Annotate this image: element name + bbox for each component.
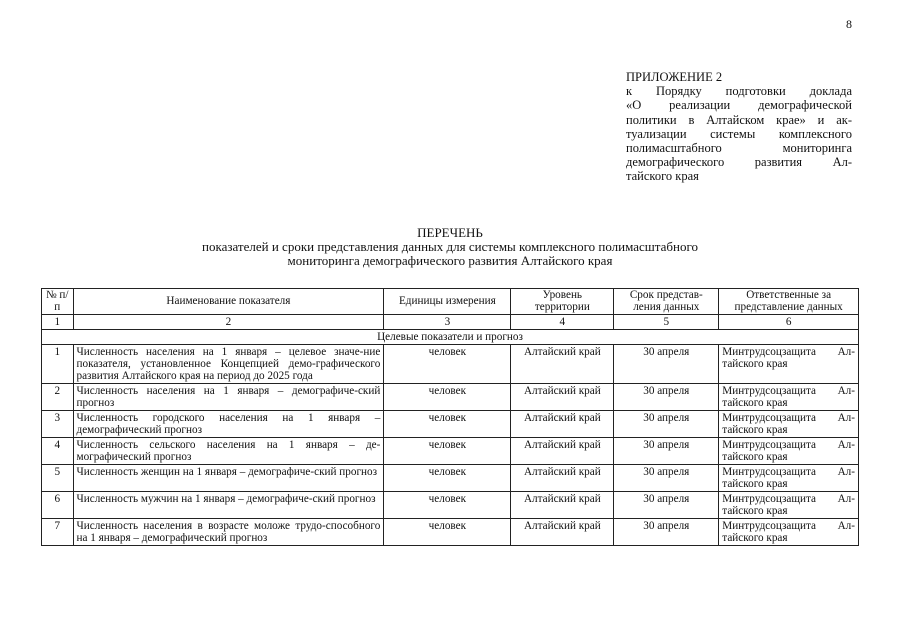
- responsible-body: Минтрудсоцзащита Ал-тайского края: [719, 411, 859, 438]
- submission-deadline: 30 апреля: [614, 492, 719, 519]
- document-title: ПЕРЕЧЕНЬ: [417, 225, 483, 240]
- column-number: 1: [42, 315, 74, 330]
- appendix-line: туализации системы комплексного: [626, 126, 852, 141]
- appendix-line: тайского края: [626, 169, 699, 184]
- row-number: 7: [42, 519, 74, 546]
- header-responsible: Ответственные за представление данных: [719, 289, 859, 315]
- territory-level: Алтайский край: [511, 519, 614, 546]
- territory-level: Алтайский край: [511, 492, 614, 519]
- indicator-name: Численность городского населения на 1 января – демографический прогноз: [73, 411, 384, 438]
- table-row: [42, 411, 859, 438]
- column-number: 6: [719, 315, 859, 330]
- responsible-body: Минтрудсоцзащита Ал-тайского края: [719, 519, 859, 546]
- column-number: 4: [511, 315, 614, 330]
- table-row: [42, 492, 859, 519]
- column-number-row: [42, 315, 859, 330]
- territory-level: Алтайский край: [511, 384, 614, 411]
- row-number: 2: [42, 384, 74, 411]
- appendix-title: ПРИЛОЖЕНИЕ 2: [626, 70, 723, 84]
- page-number: 8: [846, 17, 852, 31]
- territory-level: Алтайский край: [511, 438, 614, 465]
- unit-of-measure: человек: [384, 465, 511, 492]
- header-term: Срок представ-ления данных: [614, 289, 719, 315]
- header-unit: Единицы измерения: [384, 289, 511, 315]
- territory-level: Алтайский край: [511, 465, 614, 492]
- header-territory: Уровень территории: [511, 289, 614, 315]
- unit-of-measure: человек: [384, 492, 511, 519]
- table-row: [42, 465, 859, 492]
- appendix-line: к Порядку подготовки доклада: [626, 84, 852, 99]
- table-header-row: [42, 289, 859, 315]
- responsible-body: Минтрудсоцзащита Ал-тайского края: [719, 492, 859, 519]
- appendix-line: политики в Алтайском крае» и ак-: [626, 112, 852, 127]
- submission-deadline: 30 апреля: [614, 345, 719, 384]
- submission-deadline: 30 апреля: [614, 438, 719, 465]
- territory-level: Алтайский край: [511, 411, 614, 438]
- appendix-line: полимасштабного мониторинга: [626, 141, 852, 156]
- header-name: Наименование показателя: [73, 289, 384, 315]
- unit-of-measure: человек: [384, 384, 511, 411]
- table-row: [42, 519, 859, 546]
- document-title-block: [120, 226, 780, 268]
- row-number: 6: [42, 492, 74, 519]
- responsible-body: Минтрудсоцзащита Ал-тайского края: [719, 438, 859, 465]
- table-row: [42, 438, 859, 465]
- appendix-block: [626, 70, 852, 184]
- territory-level: Алтайский край: [511, 345, 614, 384]
- row-number: 4: [42, 438, 74, 465]
- indicator-name: Численность женщин на 1 января – демографиче-ский прогноз: [73, 465, 384, 492]
- submission-deadline: 30 апреля: [614, 411, 719, 438]
- table-row: [42, 384, 859, 411]
- document-subtitle: мониторинга демографического развития Алтайского края: [287, 253, 613, 268]
- row-number: 3: [42, 411, 74, 438]
- row-number: 5: [42, 465, 74, 492]
- indicator-name: Численность населения на 1 января – целевое значе-ние показателя, установленное Концепцией демо-графического развития Алтайского края на период до 2025 года: [73, 345, 384, 384]
- indicator-name: Численность сельского населения на 1 января – де-мографический прогноз: [73, 438, 384, 465]
- responsible-body: Минтрудсоцзащита Ал-тайского края: [719, 345, 859, 384]
- table-row: [42, 345, 859, 384]
- unit-of-measure: человек: [384, 519, 511, 546]
- responsible-body: Минтрудсоцзащита Ал-тайского края: [719, 384, 859, 411]
- appendix-line: «О реализации демографической: [626, 98, 852, 113]
- column-number: 3: [384, 315, 511, 330]
- submission-deadline: 30 апреля: [614, 519, 719, 546]
- section-row: [42, 330, 859, 345]
- column-number: 2: [73, 315, 384, 330]
- indicator-name: Численность мужчин на 1 января – демографиче-ский прогноз: [73, 492, 384, 519]
- appendix-line: демографического развития Ал-: [626, 155, 852, 170]
- section-title: Целевые показатели и прогноз: [42, 330, 859, 345]
- indicators-table: [41, 288, 859, 546]
- indicator-name: Численность населения на 1 января – демографиче-ский прогноз: [73, 384, 384, 411]
- unit-of-measure: человек: [384, 345, 511, 384]
- document-subtitle: показателей и сроки представления данных для системы комплексного полимасштабного: [202, 239, 698, 254]
- column-number: 5: [614, 315, 719, 330]
- submission-deadline: 30 апреля: [614, 465, 719, 492]
- indicator-name: Численность населения в возрасте моложе трудо-способного на 1 января – демографический прогноз: [73, 519, 384, 546]
- unit-of-measure: человек: [384, 411, 511, 438]
- submission-deadline: 30 апреля: [614, 384, 719, 411]
- unit-of-measure: человек: [384, 438, 511, 465]
- row-number: 1: [42, 345, 74, 384]
- header-no: № п/п: [42, 289, 74, 315]
- responsible-body: Минтрудсоцзащита Ал-тайского края: [719, 465, 859, 492]
